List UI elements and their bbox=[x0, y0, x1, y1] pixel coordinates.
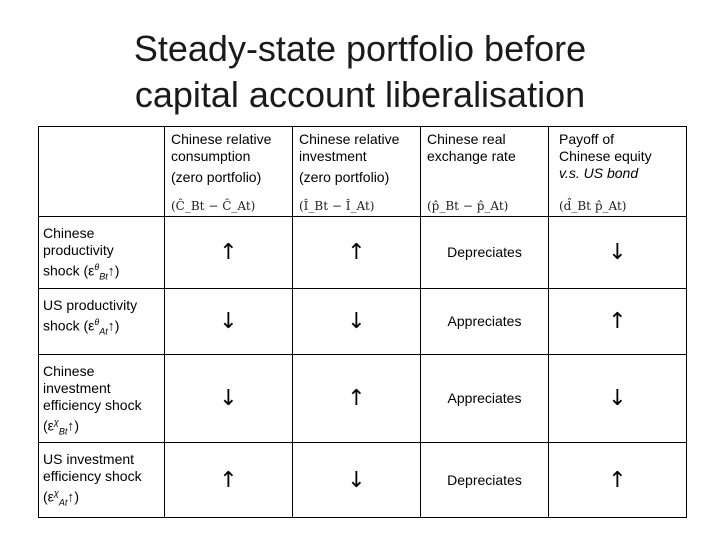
cell-up-arrow: ↑ bbox=[165, 217, 293, 289]
cell-down-arrow: ↓ bbox=[549, 355, 687, 443]
table-row bbox=[39, 443, 687, 518]
row-label-us-productivity: US productivity shock $(\varepsilon^\theta_{At}↑)$ bbox=[39, 289, 165, 355]
formula-consumption: (Ĉ_Bt − Ĉ_At) bbox=[171, 199, 256, 213]
cell-up-arrow: ↑ bbox=[293, 355, 421, 443]
cell-down-arrow: ↓ bbox=[549, 217, 687, 289]
cell-exchange-rate: Depreciates bbox=[421, 217, 549, 289]
cell-down-arrow: ↓ bbox=[165, 355, 293, 443]
cell-down-arrow: ↓ bbox=[293, 443, 421, 518]
cell-up-arrow: ↑ bbox=[165, 443, 293, 518]
header-real-exchange-rate: Chinese real exchange rate (p̂_Bt − p̂_At) bbox=[421, 127, 549, 217]
cell-up-arrow: ↑ bbox=[293, 217, 421, 289]
row-label-chinese-productivity: Chinese productivity shock $(\varepsilon^\theta_{Bt}↑)$ bbox=[39, 217, 165, 289]
formula-exchange-rate: (p̂_Bt − p̂_At) bbox=[427, 199, 509, 213]
cell-up-arrow: ↑ bbox=[549, 443, 687, 518]
table-row bbox=[39, 289, 687, 355]
header-equity-payoff: Payoff of Chinese equity v.s. US bond (d̂_Bt p̂_At) bbox=[549, 127, 687, 217]
shock-response-table bbox=[38, 126, 687, 518]
header-relative-consumption: Chinese relative consumption (zero portfolio) (Ĉ_Bt − Ĉ_At) bbox=[165, 127, 293, 217]
cell-exchange-rate: Appreciates bbox=[421, 355, 549, 443]
table-row bbox=[39, 217, 687, 289]
cell-down-arrow: ↓ bbox=[165, 289, 293, 355]
header-row bbox=[39, 127, 687, 217]
formula-investment: (Î_Bt − Î_At) bbox=[299, 199, 375, 213]
formula-equity: (d̂_Bt p̂_At) bbox=[559, 199, 627, 213]
row-label-chinese-investment: Chinese investment efficiency shock $(\varepsilon^\chi_{Bt}↑)$ bbox=[39, 355, 165, 443]
table-row bbox=[39, 355, 687, 443]
title-line-1: Steady-state portfolio before bbox=[133, 28, 587, 69]
cell-down-arrow: ↓ bbox=[293, 289, 421, 355]
corner-cell bbox=[39, 127, 165, 217]
slide-title bbox=[0, 26, 720, 118]
cell-up-arrow: ↑ bbox=[549, 289, 687, 355]
header-relative-investment: Chinese relative investment (zero portfolio) (Î_Bt − Î_At) bbox=[293, 127, 421, 217]
row-label-us-investment: US investment efficiency shock $(\varepsilon^\chi_{At}↑)$ bbox=[39, 443, 165, 518]
cell-exchange-rate: Depreciates bbox=[421, 443, 549, 518]
title-line-2: capital account liberalisation bbox=[134, 74, 586, 115]
cell-exchange-rate: Appreciates bbox=[421, 289, 549, 355]
